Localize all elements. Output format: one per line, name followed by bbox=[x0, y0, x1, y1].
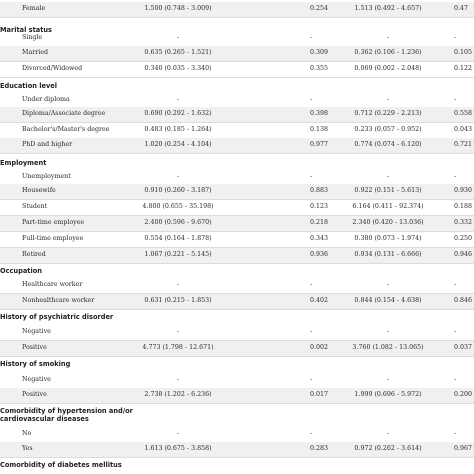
p-value-crude: 0.309 bbox=[310, 49, 329, 56]
p-value-adjusted: 0.200 bbox=[454, 391, 473, 398]
p-value-adjusted: 0.122 bbox=[454, 65, 473, 72]
row-label: Full-time employee bbox=[22, 235, 84, 242]
row-label: Housewife bbox=[22, 187, 56, 194]
p-value-adjusted: 0.037 bbox=[454, 344, 473, 351]
p-value-crude: 0.936 bbox=[310, 251, 329, 258]
p-value-adjusted: - bbox=[454, 430, 457, 437]
section-header bbox=[0, 458, 474, 470]
p-value-crude: 0.883 bbox=[310, 187, 329, 194]
p-value-crude: 0.977 bbox=[310, 141, 329, 148]
p-value-crude: 0.355 bbox=[310, 65, 329, 72]
p-value-adjusted: 0.332 bbox=[454, 219, 473, 226]
p-value-adjusted: 0.967 bbox=[454, 445, 473, 452]
section-label: Employment bbox=[0, 159, 47, 167]
table-row: Healthcare worker - - - - bbox=[0, 278, 474, 294]
row-label: Negative bbox=[22, 376, 51, 383]
p-value-crude: 0.254 bbox=[310, 5, 329, 12]
section-header bbox=[0, 264, 474, 277]
table-row: Negative - - - - bbox=[0, 325, 474, 341]
p-value-crude: 0.343 bbox=[310, 235, 329, 242]
table-row: Single - - - - bbox=[0, 31, 474, 47]
p-value-crude: - bbox=[310, 96, 313, 103]
section-label: Marital status bbox=[0, 26, 52, 34]
row-label: Positive bbox=[22, 344, 47, 351]
row-label: Female bbox=[22, 5, 46, 12]
row-label: Diploma/Associate degree bbox=[22, 110, 106, 117]
row-label: PhD and higher bbox=[22, 141, 73, 148]
p-value-adjusted: - bbox=[454, 34, 457, 41]
row-label: Bachelor's/Master's degree bbox=[22, 126, 110, 133]
p-value-crude: - bbox=[310, 173, 313, 180]
table-row: Bachelor's/Master's degree 0.483 (0.185 - 1.264) 0.138 0.233 (0.057 - 0.952) 0.043 bbox=[0, 123, 474, 139]
table-row: Positive 2.738 (1.202 - 6.236) 0.017 1.999 (0.696 - 5.972) 0.200 bbox=[0, 388, 474, 404]
section-header bbox=[0, 357, 474, 370]
row-label: Part-time employee bbox=[22, 219, 85, 226]
p-value-adjusted: 0.250 bbox=[454, 235, 473, 242]
table-row: Retired 1.067 (0.221 - 5.145) 0.936 0.934 (0.131 - 6.666) 0.946 bbox=[0, 248, 474, 264]
table-row: Diploma/Associate degree 0.690 (0.292 - 1.632) 0.398 0.712 (0.229 - 2.213) 0.558 bbox=[0, 107, 474, 123]
p-value-crude: - bbox=[310, 281, 313, 288]
p-value-adjusted: - bbox=[454, 96, 457, 103]
section-header bbox=[0, 310, 474, 323]
row-label: Student bbox=[22, 203, 48, 210]
table-row: Under diploma - - - - bbox=[0, 93, 474, 109]
table-row: No - - - - bbox=[0, 427, 474, 443]
p-value-crude: 0.123 bbox=[310, 203, 329, 210]
p-value-crude: - bbox=[310, 328, 313, 335]
p-value-adjusted: 0.105 bbox=[454, 49, 473, 56]
row-label: Yes bbox=[22, 445, 33, 452]
table-row: Married 0.635 (0.265 - 1.521) 0.309 0.362 (0.106 - 1.236) 0.105 bbox=[0, 46, 474, 62]
p-value-adjusted: - bbox=[454, 173, 457, 180]
row-label: Nonhealthcare worker bbox=[22, 297, 95, 304]
p-value-crude: 0.017 bbox=[310, 391, 329, 398]
p-value-crude: 0.398 bbox=[310, 110, 329, 117]
p-value-crude: 0.402 bbox=[310, 297, 329, 304]
p-value-adjusted: 0.47 bbox=[454, 5, 469, 12]
p-value-crude: - bbox=[310, 376, 313, 383]
table-row: Divorced/Widowed 0.340 (0.035 - 3.340) 0.355 0.069 (0.002 - 2.048) 0.122 bbox=[0, 62, 474, 78]
row-label: Healthcare worker bbox=[22, 281, 83, 288]
p-value-adjusted: - bbox=[454, 376, 457, 383]
p-value-crude: - bbox=[310, 34, 313, 41]
row-label: No bbox=[22, 430, 32, 437]
p-value-adjusted: 0.558 bbox=[454, 110, 473, 117]
table-row: Nonhealthcare worker 0.631 (0.215 - 1.853) 0.402 0.844 (0.154 - 4.638) 0.846 bbox=[0, 294, 474, 310]
table-row: PhD and higher 1.020 (0.254 - 4.104) 0.977 0.774 (0.074 - 6.120) 0.721 bbox=[0, 138, 474, 154]
p-value-adjusted: 0.930 bbox=[454, 187, 473, 194]
p-value-adjusted: - bbox=[454, 281, 457, 288]
section-label: Comorbidity of hypertension and/or cardiovascular diseases bbox=[0, 407, 133, 424]
table-row: Full-time employee 0.554 (0.164 - 1.878) 0.343 0.380 (0.073 - 1.974) 0.250 bbox=[0, 232, 474, 248]
table-row: Yes 1.613 (0.675 - 3.858) 0.283 0.972 (0.262 - 3.614) 0.967 bbox=[0, 442, 474, 458]
p-value-crude: 0.283 bbox=[310, 445, 329, 452]
table-row: Student 4.800 (0.655 - 35.198) 0.123 6.164 (0.411 - 92.374) 0.188 bbox=[0, 200, 474, 216]
row-label: Retired bbox=[22, 251, 46, 258]
row-label: Positive bbox=[22, 391, 47, 398]
section-header bbox=[0, 156, 474, 169]
section-label: Occupation bbox=[0, 267, 42, 275]
table-row: Female 1.500 (0.748 - 3.009) 0.254 1.513 (0.492 - 4.657) 0.47 bbox=[0, 2, 474, 18]
section-label: History of psychiatric disorder bbox=[0, 313, 114, 321]
table-row: Positive 4.773 (1.798 - 12.671) 0.002 3.760 (1.082 - 13.065) 0.037 bbox=[0, 341, 474, 357]
p-value-crude: - bbox=[310, 430, 313, 437]
row-label: Married bbox=[22, 49, 48, 56]
p-value-crude: 0.218 bbox=[310, 219, 329, 226]
table-row: Negative - - - - bbox=[0, 373, 474, 389]
p-value-adjusted: 0.188 bbox=[454, 203, 473, 210]
p-value-adjusted: 0.043 bbox=[454, 126, 473, 133]
p-value-adjusted: - bbox=[454, 328, 457, 335]
table-row: Unemployment - - - - bbox=[0, 170, 474, 186]
row-label: Negative bbox=[22, 328, 51, 335]
section-label: Comorbidity of diabetes mellitus bbox=[0, 461, 122, 469]
p-value-adjusted: 0.721 bbox=[454, 141, 473, 148]
p-value-crude: 0.138 bbox=[310, 126, 329, 133]
section-label: Education level bbox=[0, 82, 57, 90]
row-label: Unemployment bbox=[22, 173, 71, 180]
row-label: Divorced/Widowed bbox=[22, 65, 83, 72]
p-value-crude: 0.002 bbox=[310, 344, 329, 351]
p-value-adjusted: 0.846 bbox=[454, 297, 473, 304]
section-header bbox=[0, 79, 474, 92]
table-row: Part-time employee 2.400 (0.596 - 9.670) 0.218 2.340 (0.420 - 13.036) 0.332 bbox=[0, 216, 474, 232]
section-header bbox=[0, 406, 474, 426]
table-row: Housewife 0.910 (0.260 - 3.187) 0.883 0.922 (0.151 - 5.613) 0.930 bbox=[0, 184, 474, 200]
p-value-adjusted: 0.946 bbox=[454, 251, 473, 258]
row-label: Single bbox=[22, 34, 43, 41]
section-label: History of smoking bbox=[0, 360, 71, 368]
row-label: Under diploma bbox=[22, 96, 70, 103]
